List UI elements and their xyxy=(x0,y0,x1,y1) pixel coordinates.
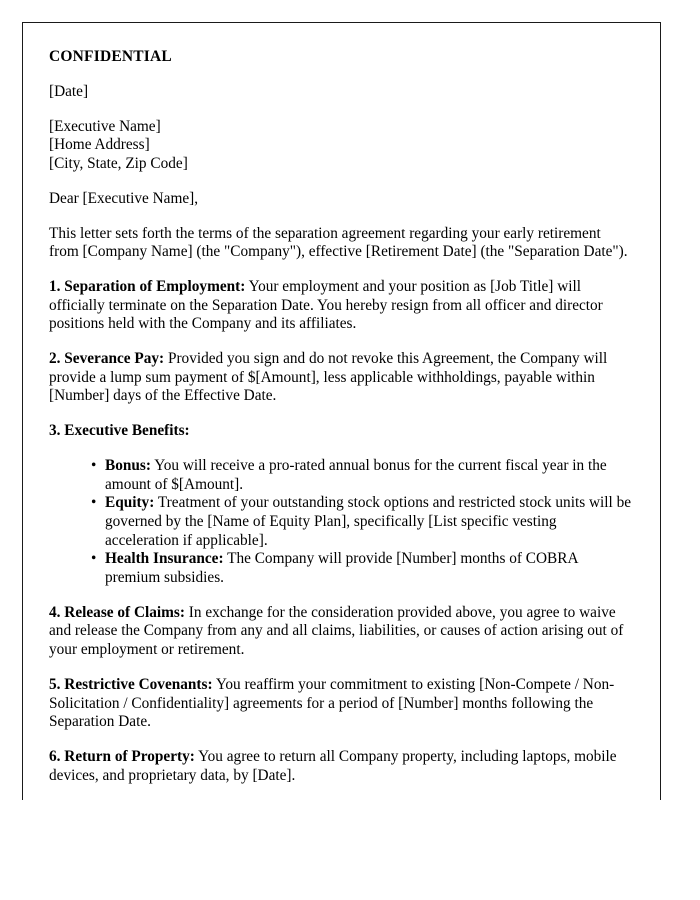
list-item xyxy=(91,550,634,587)
section-5-body: You reaffirm your commitment to existing [Non-Compete / Non-Solicitation / Confidentiality] agreements for a period of [Number] months following the Separation Date. xyxy=(49,675,615,731)
section-separation-of-employment xyxy=(49,278,634,334)
section-4-body: In exchange for the consideration provided above, you agree to waive and release the Company from any and all claims, liabilities, or causes of action arising out of your employment or retirement. xyxy=(49,603,624,659)
section-release-of-claims xyxy=(49,604,634,660)
section-3-heading: 3. Executive Benefits: xyxy=(49,422,190,440)
executive-benefits-list xyxy=(49,457,634,588)
recipient-city-state-zip: [City, State, Zip Code] xyxy=(49,155,188,173)
bullet-health-insurance-body: The Company will provide [Number] months of COBRA premium subsidies. xyxy=(105,550,578,587)
section-return-of-property xyxy=(49,748,634,785)
bullet-health-insurance-label: Health Insurance: xyxy=(105,550,224,568)
bullet-icon: • xyxy=(91,494,97,512)
bullet-equity-body: Treatment of your outstanding stock options and restricted stock units will be governed by the [Name of Equity Plan], specifically [List specific vesting acceleration if applicable]. xyxy=(105,494,632,549)
section-2-body: Provided you sign and do not revoke this Agreement, the Company will provide a lump sum payment of $[Amount], less applicable withholdings, payable within [Number] days of the Effective Date. xyxy=(49,350,608,405)
bullet-bonus-body: You will receive a pro-rated annual bonus for the current fiscal year in the amount of $[Amount]. xyxy=(105,456,607,493)
intro-paragraph xyxy=(49,225,634,262)
section-5-heading: 5. Restrictive Covenants: xyxy=(49,675,213,693)
section-1-heading: 1. Separation of Employment: xyxy=(49,277,246,295)
recipient-street-address: [Home Address] xyxy=(49,136,150,154)
section-6-heading: 6. Return of Property: xyxy=(49,747,195,765)
recipient-address-block xyxy=(49,118,634,174)
section-4-heading: 4. Release of Claims: xyxy=(49,603,185,621)
list-item xyxy=(91,457,634,494)
bullet-bonus-label: Bonus: xyxy=(105,456,151,474)
document-body xyxy=(23,23,660,785)
salutation-text: Dear [Executive Name], xyxy=(49,189,199,207)
section-severance-pay xyxy=(49,350,634,406)
bullet-icon: • xyxy=(91,456,97,474)
date-placeholder: [Date] xyxy=(49,83,89,100)
intro-text: This letter sets forth the terms of the separation agreement regarding your early retirement from [Company Name] (the "Company"), effective [Retirement Date] (the "Separation Date"). xyxy=(49,224,628,261)
recipient-name: [Executive Name] xyxy=(49,117,161,135)
confidentiality-heading: CONFIDENTIAL xyxy=(49,48,172,65)
document-page-frame xyxy=(22,22,661,800)
bullet-equity-label: Equity: xyxy=(105,494,155,512)
section-restrictive-covenants xyxy=(49,676,634,732)
list-item xyxy=(91,494,634,550)
section-1-body: Your employment and your position as [Job Title] will officially terminate on the Separation Date. You hereby resign from all officer and director positions held with the Company and its affiliates. xyxy=(49,277,603,333)
bullet-icon: • xyxy=(91,550,97,568)
section-executive-benefits xyxy=(49,422,634,441)
section-6-body: You agree to return all Company property, including laptops, mobile devices, and proprietary data, by [Date]. xyxy=(49,747,617,784)
salutation xyxy=(49,190,634,209)
date-line xyxy=(49,83,634,102)
section-2-heading: 2. Severance Pay: xyxy=(49,350,165,368)
